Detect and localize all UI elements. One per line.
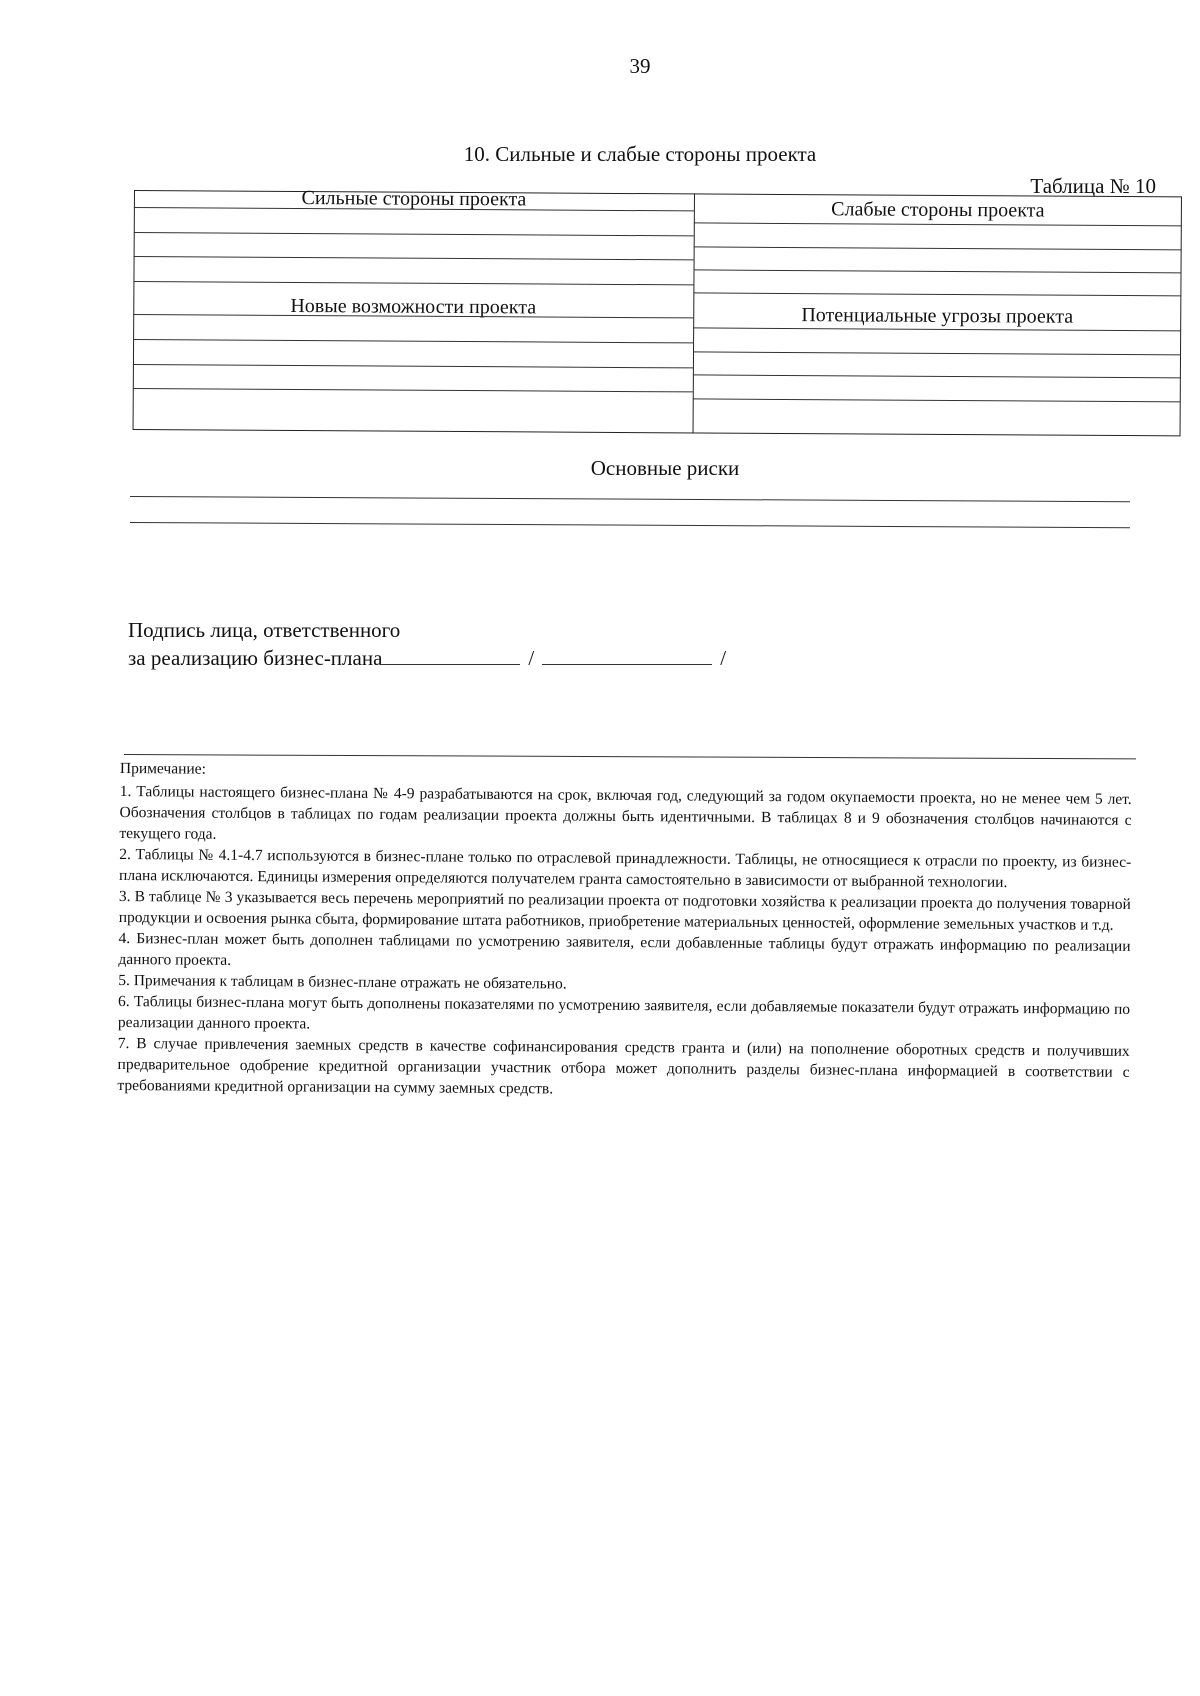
note-item: 4. Бизнес-план может быть дополнен таблицами по усмотрению заявителя, если добавленные таблицы будут отражать информацию по реализации данного проекта. <box>118 929 1131 969</box>
note-item: 6. Таблицы бизнес-плана могут быть дополнены показателями по усмотрению заявителя, если добавляемые показатели будут отражать информацию по реализации данного проекта. <box>117 992 1131 1033</box>
threats-header: Потенциальные угрозы проекта <box>801 304 1074 328</box>
opportunities-header: Новые возможности проекта <box>290 294 537 319</box>
risk-line <box>130 496 1130 502</box>
signature-block <box>128 617 734 672</box>
signature-line-2 <box>128 644 734 672</box>
strengths-header: Сильные стороны проекта <box>301 187 527 211</box>
section-title: 10. Сильные и слабые стороны проекта <box>463 142 817 166</box>
weaknesses-header: Слабые стороны проекта <box>831 198 1045 222</box>
note-item: 2. Таблицы № 4.1-4.7 используются в бизнес-плане только по отраслевой принадлежности. Таблицы, не относящиеся к отрасли по проекту, из бизнес-плана исключаются. Единицы измерения определяются получателем гранта самостоятельно в зависимости от выбранной технологии. <box>119 845 1132 891</box>
risk-line <box>130 522 1130 528</box>
note-item: 7. В случае привлечения заемных средств в качестве софинансирования средств гранта и (или) на пополнение оборотных средств и получивших предварительное одобрение кредитной организации участник отбора может дополнить разделы бизнес-плана информацией в соответствии с требованиями кредитной организации на сумму заемных средств. <box>117 1034 1130 1098</box>
signature-line-1: Подпись лица, ответственного <box>128 618 401 642</box>
note-item: 1. Таблицы настоящего бизнес-плана № 4-9 разрабатываются на срок, включая год, следующий за годом окупаемости проекта, но не менее чем 5 лет. Обозначения столбцов в таблицах по годам реализации проекта должны быть идентичными. В таблицах 8 и 9 обозначения столбцов начинаются с текущего года. <box>119 782 1132 843</box>
notes-section <box>117 758 1132 1104</box>
note-item: 5. Примечания к таблицам в бизнес-плане отражать не обязательно. <box>118 971 567 993</box>
risks-title: Основные риски <box>590 456 740 480</box>
page-number: 39 <box>629 54 651 78</box>
signature-line-2-label: за реализацию бизнес-плана <box>128 646 383 670</box>
notes-heading: Примечание: <box>119 759 206 778</box>
swot-table <box>133 187 1182 436</box>
table-label: Таблица № 10 <box>1030 174 1156 198</box>
signature-end: / <box>720 646 727 670</box>
name-blank <box>542 644 712 665</box>
note-item: 3. В таблице № 3 указывается весь перечень мероприятий по реализации проекта от подготовки хозяйства к реализации проекта до получения товарной продукции и освоения рынка сбыта, формирование штата работников, приобретение материальных ценностей, оформление земельных участков и т.д. <box>118 887 1131 934</box>
signature-separator: / <box>528 646 535 670</box>
signature-blank <box>382 644 520 665</box>
